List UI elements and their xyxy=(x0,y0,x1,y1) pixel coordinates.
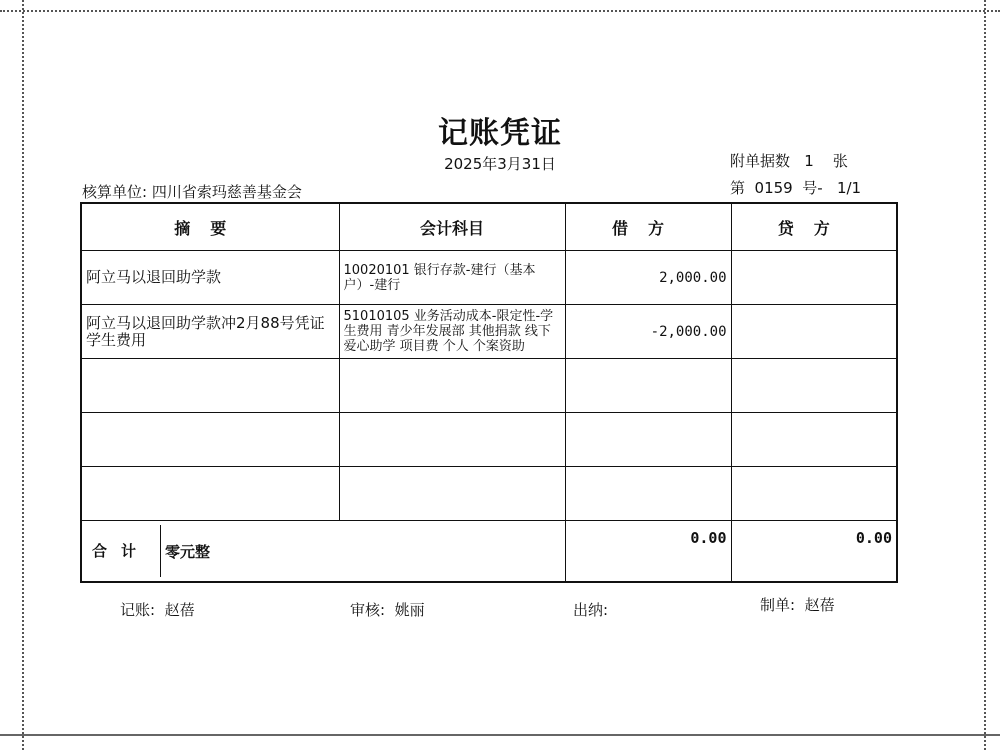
total-credit: 0.00 xyxy=(731,521,897,583)
scan-edge-top xyxy=(0,0,1000,12)
voucher-table xyxy=(80,202,898,583)
document-title: 记账凭证 xyxy=(438,116,562,151)
row-credit xyxy=(731,251,897,305)
row-account xyxy=(339,467,565,521)
cashier-signature: 出纳: xyxy=(573,601,609,619)
row-account: 10020101 银行存款-建行（基本户）-建行 xyxy=(339,251,565,305)
total-row xyxy=(81,521,897,583)
voucher-number: 第 0159 号- 1/1 xyxy=(730,179,862,197)
reviewer-signature: 审核: 姚丽 xyxy=(350,601,425,619)
total-label: 合计 xyxy=(82,525,161,577)
header-credit: 贷方 xyxy=(731,203,897,251)
row-account: 51010105 业务活动成本-限定性-学生费用 青少年发展部 其他捐款 线下爱心助学 项目费 个人 个案资助 xyxy=(339,305,565,359)
row-debit: 2,000.00 xyxy=(565,251,731,305)
bookkeeper-signature: 记账: 赵蓓 xyxy=(120,601,195,619)
row-summary xyxy=(81,467,339,521)
total-amount-words: 零元整 xyxy=(165,542,211,561)
table-row xyxy=(81,251,897,305)
accounting-unit: 核算单位: 四川省索玛慈善基金会 xyxy=(82,183,302,201)
attachment-count: 附单据数 1 张 xyxy=(730,152,848,170)
row-summary xyxy=(81,413,339,467)
row-account xyxy=(339,413,565,467)
row-credit xyxy=(731,413,897,467)
row-debit xyxy=(565,467,731,521)
preparer-signature: 制单: 赵蓓 xyxy=(760,596,835,614)
table-row xyxy=(81,413,897,467)
total-label-cell xyxy=(81,521,565,583)
voucher-date: 2025年3月31日 xyxy=(444,155,556,173)
row-debit xyxy=(565,413,731,467)
table-row xyxy=(81,359,897,413)
total-debit: 0.00 xyxy=(565,521,731,583)
table-row xyxy=(81,467,897,521)
header-summary: 摘要 xyxy=(81,203,339,251)
header-account: 会计科目 xyxy=(339,203,565,251)
row-debit: -2,000.00 xyxy=(565,305,731,359)
table-header-row xyxy=(81,203,897,251)
scan-edge-bottom xyxy=(0,734,1000,752)
header-debit: 借方 xyxy=(565,203,731,251)
row-credit xyxy=(731,359,897,413)
table-row xyxy=(81,305,897,359)
row-credit xyxy=(731,305,897,359)
row-summary: 阿立马以退回助学款 xyxy=(81,251,339,305)
row-summary xyxy=(81,359,339,413)
row-account xyxy=(339,359,565,413)
row-credit xyxy=(731,467,897,521)
row-debit xyxy=(565,359,731,413)
row-summary: 阿立马以退回助学款冲2月88号凭证学生费用 xyxy=(81,305,339,359)
